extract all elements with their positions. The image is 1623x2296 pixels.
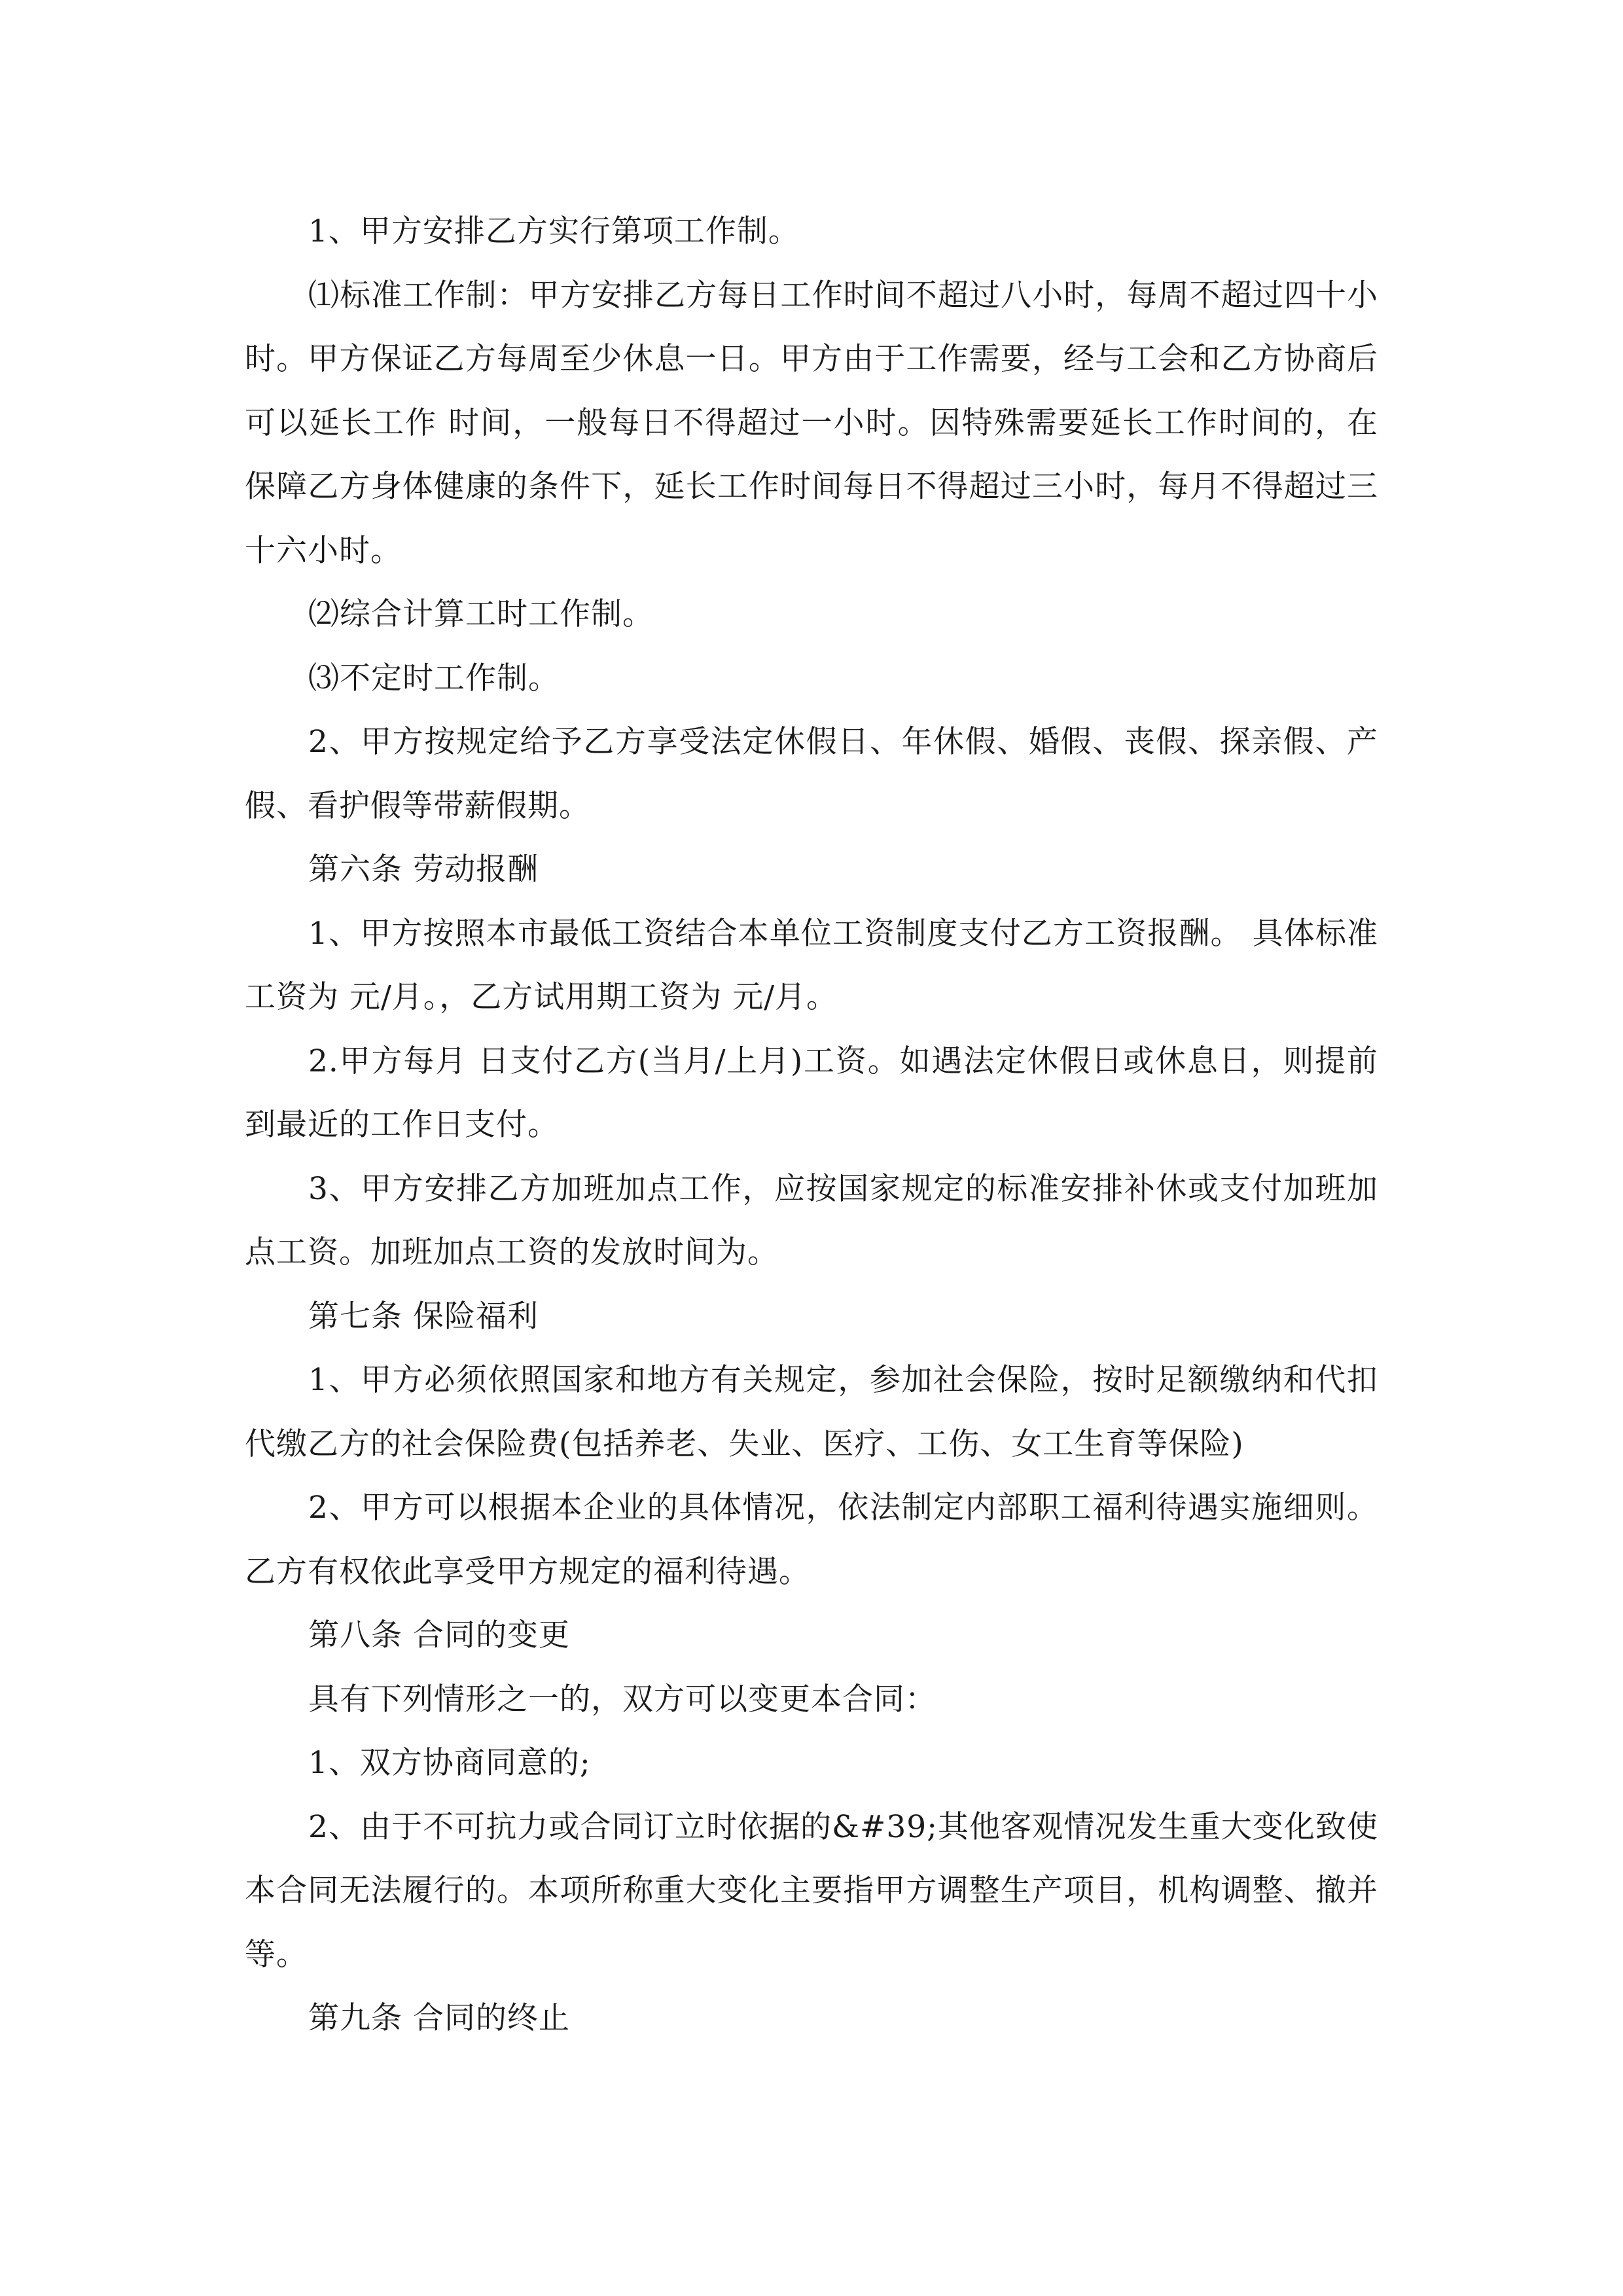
heading-article-7: 第七条 保险福利 bbox=[308, 1298, 539, 1335]
heading-article-6: 第六条 劳动报酬 bbox=[308, 852, 539, 888]
heading-article-8: 第八条 合同的变更 bbox=[308, 1617, 570, 1653]
document-body bbox=[245, 200, 1378, 2051]
paragraph-welfare: 2、甲方可以根据本企业的具体情况，依法制定内部职工福利待遇实施细则。乙方有权依此享受甲方规定的福利待遇。 bbox=[245, 1490, 1378, 1590]
paragraph-comprehensive-hours: ⑵综合计算工时工作制。 bbox=[308, 596, 654, 632]
paragraph-social-insurance: 1、甲方必须依照国家和地方有关规定，参加社会保险，按时足额缴纳和代扣代缴乙方的社会保险费(包括养老、失业、医疗、工伤、女工生育等保险) bbox=[245, 1362, 1378, 1462]
heading-article-9: 第九条 合同的终止 bbox=[308, 2000, 570, 2036]
paragraph-pay-day: 2.甲方每月 日支付乙方(当月/上月)工资。如遇法定休假日或休息日，则提前到最近的工作日支付。 bbox=[245, 1043, 1378, 1143]
paragraph-overtime: 3、甲方安排乙方加班加点工作，应按国家规定的标准安排补休或支付加班加点工资。加班加点工资的发放时间为。 bbox=[245, 1170, 1378, 1270]
paragraph-work-system: 1、甲方安排乙方实行第项工作制。 bbox=[308, 213, 800, 249]
paragraph-change-conditions: 具有下列情形之一的，双方可以变更本合同： bbox=[308, 1681, 936, 1717]
paragraph-standard-work-system: ⑴标准工作制：甲方安排乙方每日工作时间不超过八小时，每周不超过四十小时。甲方保证乙方每周至少休息一日。甲方由于工作需要，经与工会和乙方协商后可以延长工作 时间，一般每日不得超过一小时。因特殊需要延长工作时间的，在保障乙方身体健康的条件下，延长工作时间每日不得超过三小时，每月不得超过三十六小时。 bbox=[245, 277, 1378, 569]
paragraph-mutual-agreement: 1、双方协商同意的; bbox=[308, 1745, 591, 1781]
paragraph-wage-standard: 1、甲方按照本市最低工资结合本单位工资制度支付乙方工资报酬。 具体标准工资为 元/月。，乙方试用期工资为 元/月。 bbox=[245, 915, 1378, 1015]
paragraph-force-majeure: 2、由于不可抗力或合同订立时依据的&#39;其他客观情况发生重大变化致使本合同无法履行的。本项所称重大变化主要指甲方调整生产项目，机构调整、撤并等。 bbox=[245, 1808, 1378, 1973]
paragraph-flexible-hours: ⑶不定时工作制。 bbox=[308, 660, 560, 696]
paragraph-paid-leave: 2、甲方按规定给予乙方享受法定休假日、年休假、婚假、丧假、探亲假、产假、看护假等带薪假期。 bbox=[245, 724, 1378, 824]
